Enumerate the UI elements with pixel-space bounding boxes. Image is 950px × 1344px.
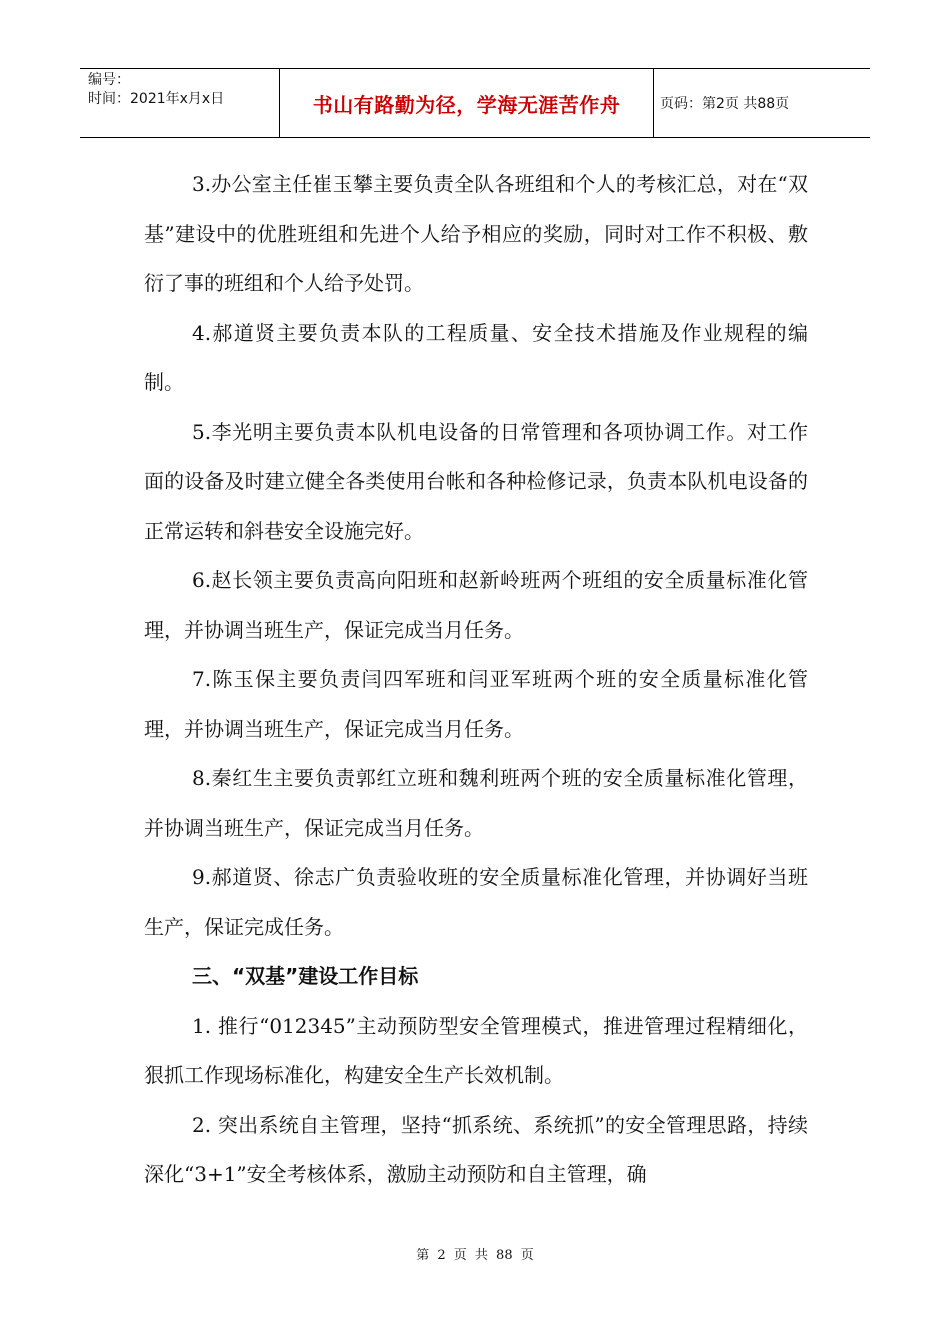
paragraph-item-5: 5.李光明主要负责本队机电设备的日常管理和各项协调工作。对工作面的设备及时建立健全各类使用台帐和各种检修记录，负责本队机电设备的正常运转和斜巷安全设施完好。 [144,419,808,543]
paragraph-item-6: 6.赵长领主要负责高向阳班和赵新岭班两个班组的安全质量标准化管理，并协调当班生产，保证完成当月任务。 [144,568,808,642]
serial-number-label: 编号： [88,72,130,88]
paragraph-item-8: 8.秦红生主要负责郭红立班和魏利班两个班的安全质量标准化管理，并协调当班生产，保证完成当月任务。 [144,766,808,840]
date-label: 时间：2021年x月x日 [88,91,225,107]
goal-item-2: 2. 突出系统自主管理，坚持“抓系统、系统抓”的安全管理思路，持续深化“3+1”安全考核体系，激励主动预防和自主管理，确 [144,1112,808,1186]
page-header [80,68,870,138]
page-footer: 第 2 页 共 88 页 [416,1248,534,1263]
header-page-info: 页码：第2页 共88页 [660,96,790,112]
document-body [144,160,808,1200]
goal-item-1: 1. 推行“012345”主动预防型安全管理模式，推进管理过程精细化，狠抓工作现场标准化，构建安全生产长效机制。 [144,1013,808,1087]
paragraph-item-7: 7.陈玉保主要负责闫四军班和闫亚军班两个班的安全质量标准化管理，并协调当班生产，保证完成当月任务。 [144,667,808,741]
paragraph-item-4: 4.郝道贤主要负责本队的工程质量、安全技术措施及作业规程的编制。 [144,320,808,394]
header-meta [80,69,280,137]
header-motto: 书山有路勤为径，学海无涯苦作舟 [280,69,654,137]
paragraph-item-9: 9.郝道贤、徐志广负责验收班的安全质量标准化管理，并协调好当班生产，保证完成任务。 [144,865,808,939]
paragraph-item-3: 3.办公室主任崔玉攀主要负责全队各班组和个人的考核汇总，对在“双基”建设中的优胜班组和先进个人给予相应的奖励，同时对工作不积极、敷衍了事的班组和个人给予处罚。 [144,172,808,295]
section-heading: 三、“双基”建设工作目标 [192,964,419,988]
